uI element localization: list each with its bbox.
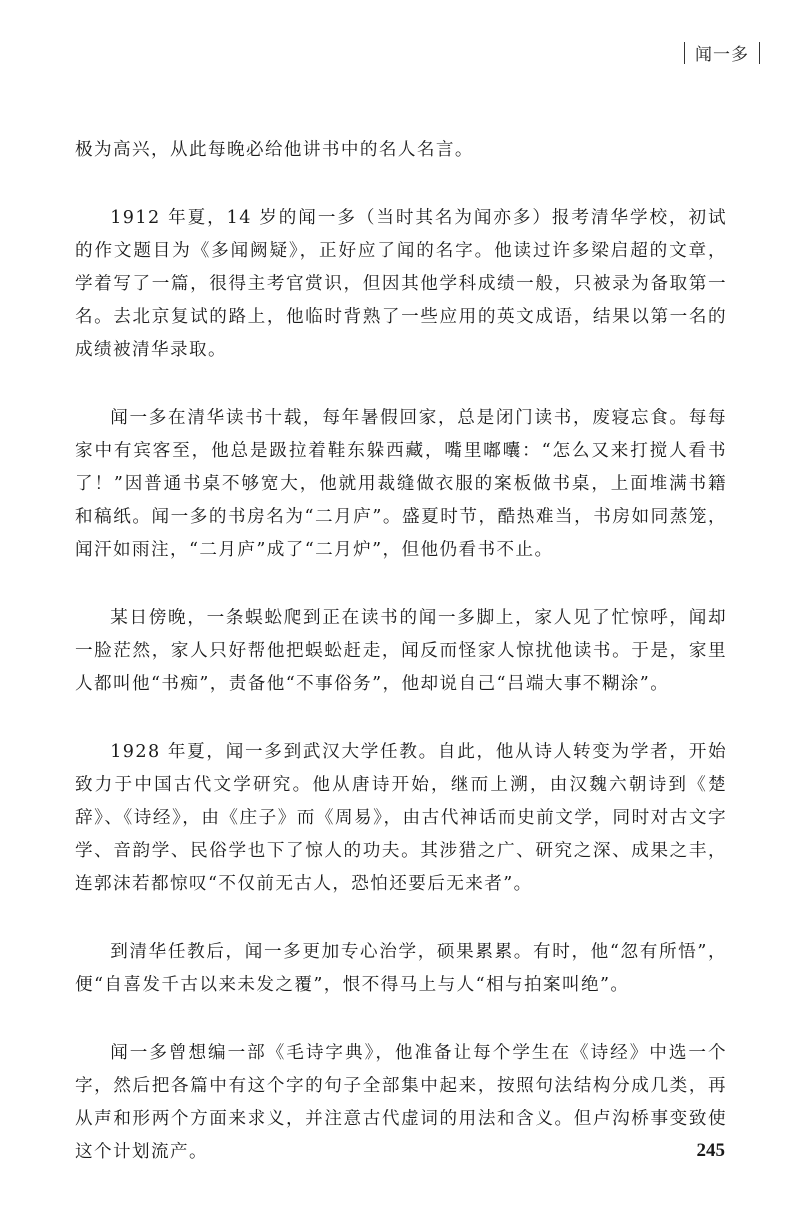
page-number: 245 [696,1140,725,1161]
paragraph: 某日傍晚，一条蜈蚣爬到正在读书的闻一多脚上，家人见了忙惊呼，闻却一脸茫然，家人只好帮他把蜈蚣赶走，闻反而怪家人惊扰他读书。于是，家里人都叫他“书痴”，责备他“不事俗务”，他却说自己“吕端大事不糊涂”。 [75,608,727,694]
header-divider-left [684,42,685,64]
paragraph: 闻一多曾想编一部《毛诗字典》，他准备让每个学生在《诗经》中选一个字，然后把各篇中有这个字的句子全部集中起来，按照句法结构分成几类，再从声和形两个方面来求义，并注意古代虚词的用法和含义。但卢沟桥事变致使这个计划流产。 [75,1043,727,1162]
paragraph-continued: 极为高兴，从此每晚必给他讲书中的名人名言。 [75,140,474,160]
running-header [674,40,770,65]
body-text [75,134,727,1204]
paragraph: 1928 年夏，闻一多到武汉大学任教。自此，他从诗人转变为学者，开始致力于中国古代文学研究。他从唐诗开始，继而上溯，由汉魏六朝诗到《楚辞》、《诗经》，由《庄子》而《周易》，由古代神话而史前文学，同时对古文字学、音韵学、民俗学也下了惊人的功夫。其涉猎之广、研究之深、成果之丰，连郭沫若都惊叹“不仅前无古人，恐怕还要后无来者”。 [75,742,727,894]
running-title: 闻一多 [695,45,749,65]
header-divider-right [759,42,760,64]
paragraph: 到清华任教后，闻一多更加专心治学，硕果累累。有时，他“忽有所悟”，便“自喜发千古以来未发之覆”，恨不得马上与人“相与拍案叫绝”。 [75,942,727,995]
paragraph: 1912 年夏，14 岁的闻一多（当时其名为闻亦多）报考清华学校，初试的作文题目为《多闻阙疑》，正好应了闻的名字。他读过许多梁启超的文章，学着写了一篇，很得主考官赏识，但因其他学科成绩一般，只被录为备取第一名。去北京复试的路上，他临时背熟了一些应用的英文成语，结果以第一名的成绩被清华录取。 [75,208,727,360]
paragraph: 闻一多在清华读书十载，每年暑假回家，总是闭门读书，废寝忘食。每每家中有宾客至，他总是趿拉着鞋东躲西藏，嘴里嘟囔：“怎么又来打搅人看书了！”因普通书桌不够宽大，他就用裁缝做衣服的案板做书桌，上面堆满书籍和稿纸。闻一多的书房名为“二月庐”。盛夏时节，酷热难当，书房如同蒸笼，闻汗如雨注，“二月庐”成了“二月炉”，但他仍看书不止。 [75,408,727,560]
